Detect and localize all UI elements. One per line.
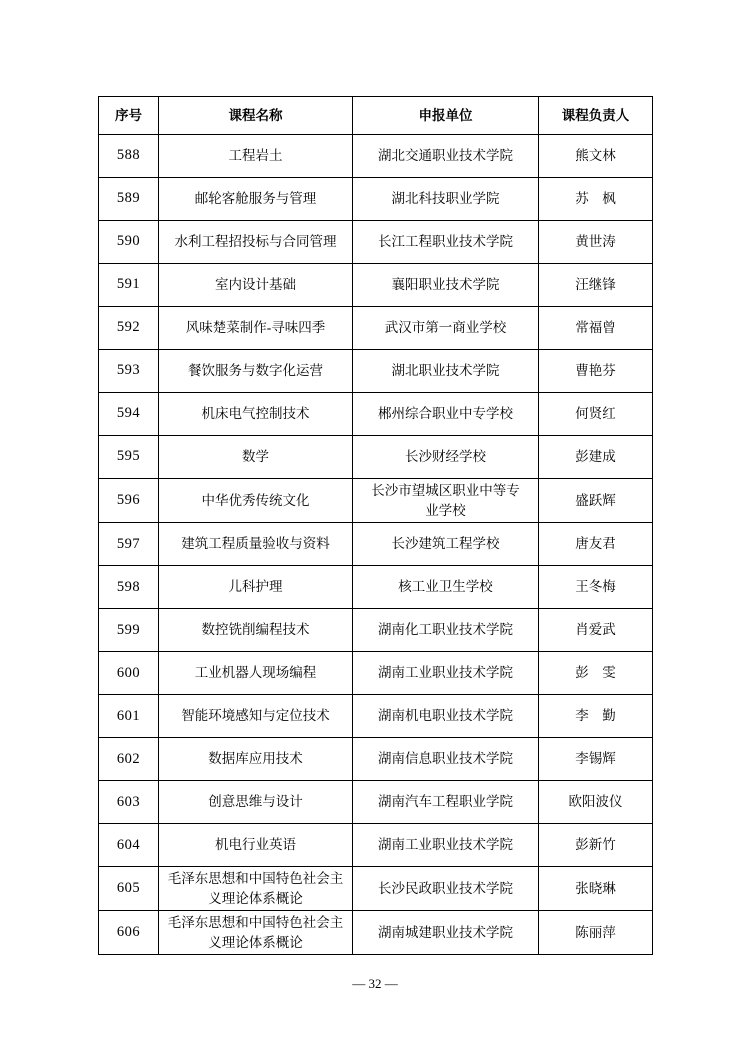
- cell-leader: 何贤红: [539, 393, 653, 436]
- cell-unit: 湖南城建职业技术学院: [353, 911, 539, 955]
- cell-no: 599: [99, 609, 159, 652]
- cell-leader: 盛跃辉: [539, 479, 653, 523]
- table-row: [99, 436, 653, 479]
- cell-no: 595: [99, 436, 159, 479]
- cell-unit: 长沙财经学校: [353, 436, 539, 479]
- cell-unit: 襄阳职业技术学院: [353, 264, 539, 307]
- cell-leader: 李锡辉: [539, 738, 653, 781]
- cell-unit: 湖南工业职业技术学院: [353, 652, 539, 695]
- cell-leader: 李 勤: [539, 695, 653, 738]
- col-header-no: 序号: [99, 97, 159, 135]
- cell-unit: 湖南机电职业技术学院: [353, 695, 539, 738]
- cell-unit: 湖南工业职业技术学院: [353, 824, 539, 867]
- cell-leader: 苏 枫: [539, 178, 653, 221]
- cell-leader: 肖爱武: [539, 609, 653, 652]
- table-row: [99, 609, 653, 652]
- cell-no: 596: [99, 479, 159, 523]
- table-row: [99, 307, 653, 350]
- cell-unit: 湖北科技职业学院: [353, 178, 539, 221]
- cell-no: 602: [99, 738, 159, 781]
- cell-course: 风味楚菜制作-寻味四季: [159, 307, 353, 350]
- cell-unit: 湖南汽车工程职业学院: [353, 781, 539, 824]
- table-row: [99, 652, 653, 695]
- cell-no: 588: [99, 135, 159, 178]
- cell-course: 机床电气控制技术: [159, 393, 353, 436]
- cell-no: 592: [99, 307, 159, 350]
- cell-course: 餐饮服务与数字化运营: [159, 350, 353, 393]
- cell-course: 智能环境感知与定位技术: [159, 695, 353, 738]
- cell-course: 室内设计基础: [159, 264, 353, 307]
- cell-leader: 汪继锋: [539, 264, 653, 307]
- cell-course: 中华优秀传统文化: [159, 479, 353, 523]
- table-row: [99, 523, 653, 566]
- course-table: [98, 96, 653, 955]
- cell-no: 605: [99, 867, 159, 911]
- table-row: [99, 350, 653, 393]
- cell-no: 590: [99, 221, 159, 264]
- page-number: — 32 —: [352, 976, 398, 991]
- table-row: [99, 695, 653, 738]
- cell-no: 603: [99, 781, 159, 824]
- cell-course: 工业机器人现场编程: [159, 652, 353, 695]
- cell-course: 创意思维与设计: [159, 781, 353, 824]
- cell-leader: 彭新竹: [539, 824, 653, 867]
- table-row: [99, 738, 653, 781]
- cell-course: 水利工程招投标与合同管理: [159, 221, 353, 264]
- table-row: [99, 221, 653, 264]
- cell-leader: 陈丽萍: [539, 911, 653, 955]
- table-body: [99, 135, 653, 955]
- table-row: [99, 824, 653, 867]
- cell-course: 毛泽东思想和中国特色社会主义理论体系概论: [159, 911, 353, 955]
- cell-leader: 王冬梅: [539, 566, 653, 609]
- cell-unit: 长沙市望城区职业中等专业学校: [353, 479, 539, 523]
- cell-leader: 唐友君: [539, 523, 653, 566]
- cell-no: 589: [99, 178, 159, 221]
- cell-no: 593: [99, 350, 159, 393]
- table-row: [99, 479, 653, 523]
- cell-leader: 熊文林: [539, 135, 653, 178]
- col-header-course: 课程名称: [159, 97, 353, 135]
- cell-unit: 核工业卫生学校: [353, 566, 539, 609]
- cell-leader: 彭 雯: [539, 652, 653, 695]
- cell-no: 600: [99, 652, 159, 695]
- cell-leader: 常福曾: [539, 307, 653, 350]
- cell-course: 机电行业英语: [159, 824, 353, 867]
- cell-leader: 曹艳芬: [539, 350, 653, 393]
- cell-course: 儿科护理: [159, 566, 353, 609]
- cell-unit: 湖北职业技术学院: [353, 350, 539, 393]
- cell-leader: 欧阳波仪: [539, 781, 653, 824]
- cell-course: 数学: [159, 436, 353, 479]
- cell-course: 工程岩土: [159, 135, 353, 178]
- table-row: [99, 264, 653, 307]
- cell-unit: 长沙民政职业技术学院: [353, 867, 539, 911]
- cell-unit: 长沙建筑工程学校: [353, 523, 539, 566]
- cell-no: 594: [99, 393, 159, 436]
- cell-course: 建筑工程质量验收与资料: [159, 523, 353, 566]
- cell-course: 数据库应用技术: [159, 738, 353, 781]
- cell-leader: 张晓琳: [539, 867, 653, 911]
- table-row: [99, 911, 653, 955]
- table-row: [99, 393, 653, 436]
- cell-no: 591: [99, 264, 159, 307]
- cell-unit: 湖北交通职业技术学院: [353, 135, 539, 178]
- cell-unit: 武汉市第一商业学校: [353, 307, 539, 350]
- table-row: [99, 178, 653, 221]
- cell-leader: 黄世涛: [539, 221, 653, 264]
- table-row: [99, 781, 653, 824]
- cell-no: 606: [99, 911, 159, 955]
- cell-no: 601: [99, 695, 159, 738]
- cell-unit: 湖南化工职业技术学院: [353, 609, 539, 652]
- cell-course: 数控铣削编程技术: [159, 609, 353, 652]
- cell-unit: 郴州综合职业中专学校: [353, 393, 539, 436]
- table-row: [99, 566, 653, 609]
- cell-unit: 湖南信息职业技术学院: [353, 738, 539, 781]
- cell-no: 598: [99, 566, 159, 609]
- table-row: [99, 135, 653, 178]
- table-row: [99, 867, 653, 911]
- table-header-row: [99, 97, 653, 135]
- cell-no: 604: [99, 824, 159, 867]
- col-header-unit: 申报单位: [353, 97, 539, 135]
- cell-course: 邮轮客舱服务与管理: [159, 178, 353, 221]
- cell-course: 毛泽东思想和中国特色社会主义理论体系概论: [159, 867, 353, 911]
- cell-no: 597: [99, 523, 159, 566]
- cell-unit: 长江工程职业技术学院: [353, 221, 539, 264]
- col-header-leader: 课程负责人: [539, 97, 653, 135]
- cell-leader: 彭建成: [539, 436, 653, 479]
